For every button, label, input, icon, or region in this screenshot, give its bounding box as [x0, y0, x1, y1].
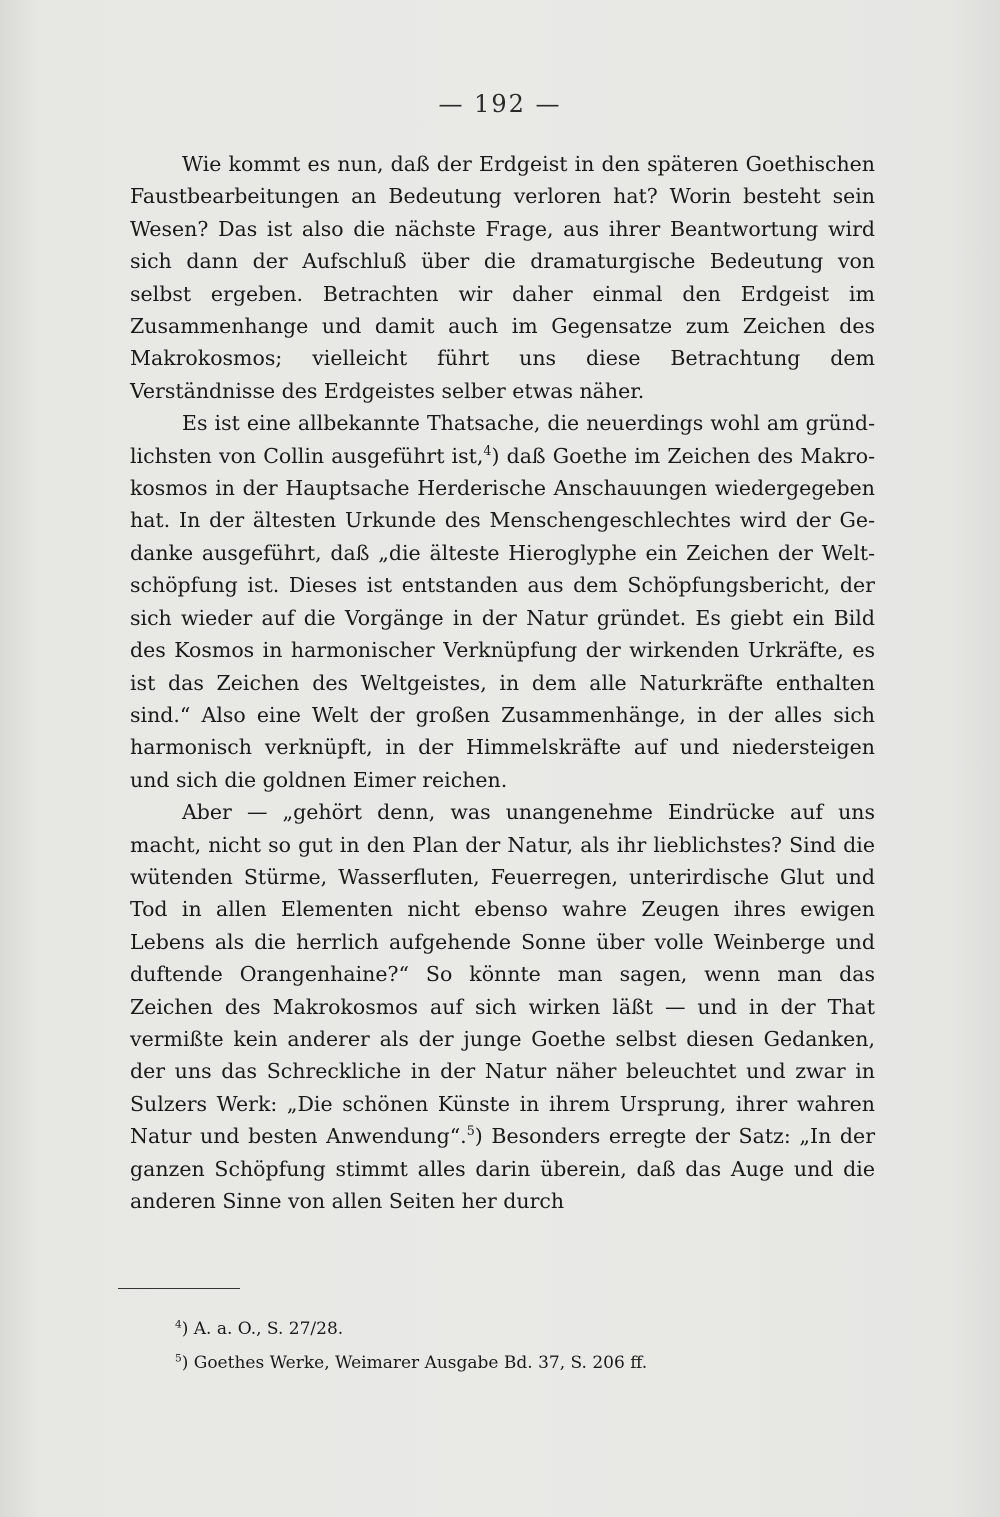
footnote-ref-5[interactable]: 5: [466, 1123, 475, 1139]
paragraph-3-text-before: Aber — „gehört denn, was unangenehme Eindrücke auf uns macht, nicht so gut in den Plan der Natur, als ihr lieblichstes? Sind die wütenden Stürme, Wasserfluten, Feuerregen, unterirdische Glut und Tod in allen Elementen nicht ebenso wahre Zeugen ihres ewigen Lebens als die herrlich aufgehende Sonne über volle Weinberge und duftende Orangenhaine?“ So könnte man sagen, wenn man das Zeichen des Makrokosmos auf sich wirken läßt — und in der That vermißte kein anderer als der junge Goethe selbst diesen Gedanken, der uns das Schreckliche in der Natur näher beleuchtet und zwar in Sulzers Werk: „Die schönen Künste in ihrem Ursprung, ihrer wahren Natur und besten Anwendung“.: [130, 800, 875, 1149]
paragraph-2-text-before: Es ist eine allbekannte Thatsache, die neuerdings wohl am gründlichsten von Collin ausgeführt ist,: [130, 411, 875, 468]
footnote-mark-4: 4: [175, 1318, 182, 1331]
paragraph-2-text-after: ) daß Goethe im Zeichen des Makrokosmos in der Hauptsache Herderische Anschauungen wiedergegeben hat. In der ältesten Urkunde des Menschengeschlechtes wird der Gedanke ausgeführt, daß „die älteste Hieroglyphe ein Zeichen der Weltschöpfung ist. Dieses ist entstanden aus dem Schöpfungsbericht, der sich wieder auf die Vorgänge in der Natur gründet. Es giebt ein Bild des Kosmos in harmonischer Verknüpfung der wirkenden Urkräfte, es ist das Zeichen des Weltgeistes, in dem alle Naturkräfte enthalten sind.“ Also eine Welt der großen Zusammenhänge, in der alles sich harmonisch verknüpft, in der Himmelskräfte auf und niedersteigen und sich die goldnen Eimer reichen.: [130, 443, 875, 792]
body-text: [130, 148, 875, 1217]
footnote-mark-5: 5: [175, 1352, 182, 1365]
footnote-5-text: ) Goethes Werke, Weimarer Ausgabe Bd. 37, S. 206 ff.: [181, 1353, 648, 1373]
footnote-divider: [118, 1288, 240, 1289]
footnote-5: [175, 1346, 875, 1380]
footnote-4-text: ) A. a. O., S. 27/28.: [181, 1319, 344, 1339]
paragraph-3: [130, 796, 875, 1217]
footnote-ref-4[interactable]: 4: [483, 442, 492, 458]
footnote-4: [175, 1312, 875, 1346]
footnotes: [175, 1312, 875, 1380]
page-number: — 192 —: [438, 90, 562, 118]
paragraph-3-text-after: ) Besonders erregte der Satz: „In der ganzen Schöpfung stimmt alles darin überein, daß das Auge und die anderen Sinne von allen Seiten her durch: [130, 1124, 875, 1213]
paragraph-2: [130, 407, 875, 796]
paragraph-1: Wie kommt es nun, daß der Erdgeist in den späteren Goethischen Faustbearbeitungen an Bedeutung verloren hat? Worin besteht sein Wesen? Das ist also die nächste Frage, aus ihrer Beantwortung wird sich dann der Aufschluß über die dramaturgische Bedeutung von selbst ergeben. Betrachten wir daher einmal den Erdgeist im Zusammenhange und damit auch im Gegensatze zum Zeichen des Makrokosmos; vielleicht führt uns diese Betrachtung dem Verständnisse des Erdgeistes selber etwas näher.: [130, 152, 875, 403]
